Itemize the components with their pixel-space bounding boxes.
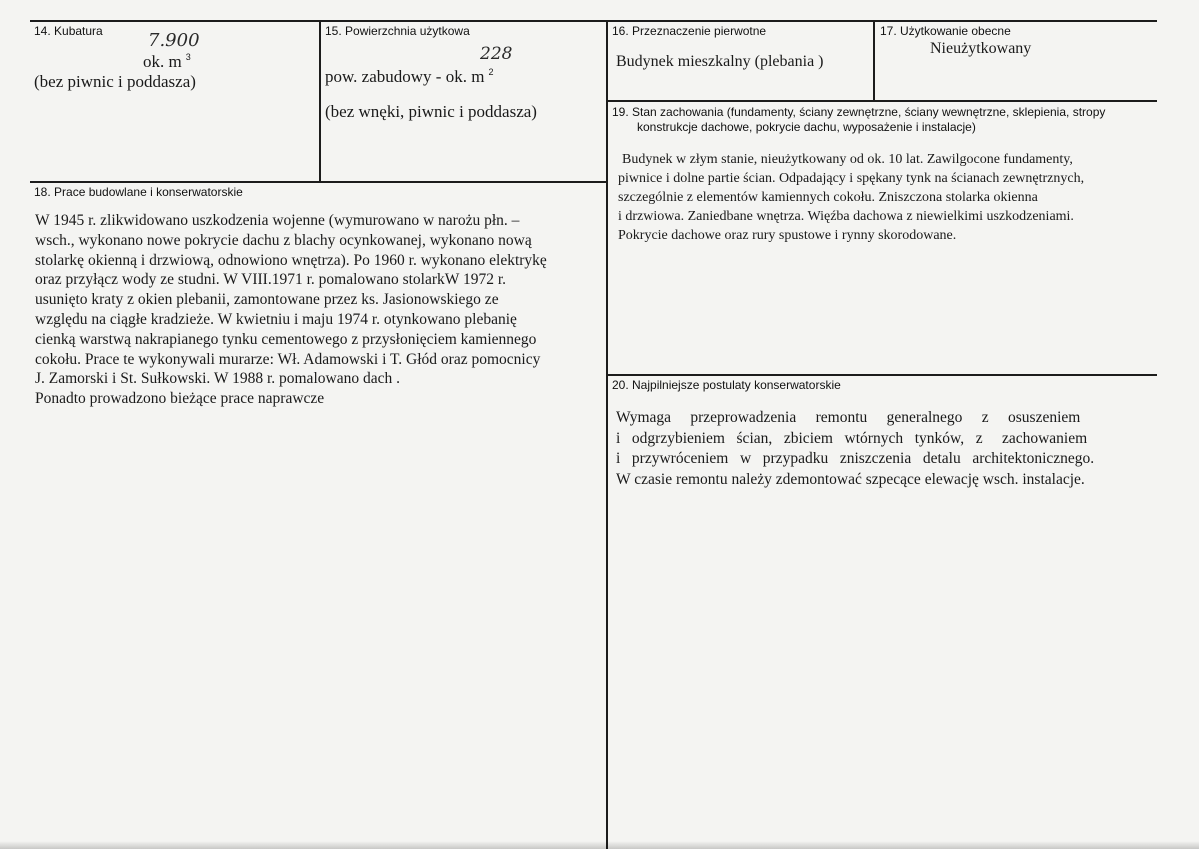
box20-line: i odgrzybieniem ścian, zbiciem wtórnych tynków, z zachowaniem xyxy=(616,429,1088,447)
box19-header-line2: konstrukcje dachowe, pokrycie dachu, wyposażenie i instalacje) xyxy=(637,120,976,134)
box19-line: Pokrycie dachowe oraz rury spustowe i rynny skorodowane. xyxy=(618,228,957,243)
box20-line: i przywróceniem w przypadku zniszczenia detalu architektonicznego. xyxy=(616,450,1095,467)
box18-line: J. Zamorski i St. Sułkowski. W 1988 r. pomalowano dach . xyxy=(35,370,400,388)
box15-header: 15. Powierzchnia użytkowa xyxy=(325,24,470,38)
box19-line: szczególnie z elementów kamiennych cokołu. Zniszczona stolarka okienna xyxy=(618,190,1038,205)
box17-value: Nieużytkowany xyxy=(930,40,1032,57)
box18-line: usunięto kraty z okien plebanii, zamontowane przez ks. Jasionowskiego ze xyxy=(35,291,499,309)
box18-line: cokołu. Prace te wykonywali murarze: Wł. Adamowski i T. Głód oraz pomocnicy xyxy=(35,350,541,368)
box16-value: Budynek mieszkalny (plebania ) xyxy=(616,53,824,70)
box18-line: wsch., wykonano nowe pokrycie dachu z blachy ocynkowanej, wykonano nową xyxy=(35,231,532,249)
box19-line: Budynek w złym stanie, nieużytkowany od ok. 10 lat. Zawilgocone fundamenty, xyxy=(622,152,1073,167)
box18-line: oraz przyłącz wody ze studni. W VIII.1971 r. pomalowano stolarkW 1972 r. xyxy=(35,271,507,289)
box20-text xyxy=(616,408,1154,490)
box19-line: i drzwiowa. Zaniedbane wnętrza. Więźba dachowa z niewielkimi uszkodzeniami. xyxy=(618,209,1074,224)
box20-line: W czasie remontu należy zdemontować szpecące elewację wsch. instalacje. xyxy=(616,470,1085,488)
box18-header: 18. Prace budowlane i konserwatorskie xyxy=(34,185,243,199)
box14-header: 14. Kubatura xyxy=(34,24,103,38)
box16-header: 16. Przeznaczenie pierwotne xyxy=(612,24,767,38)
box18-text xyxy=(35,211,601,409)
top-border xyxy=(30,20,1157,22)
box18-line: W 1945 r. zlikwidowano uszkodzenia wojenne (wymurowano w narożu płn. – xyxy=(35,212,520,229)
box15-note: (bez wnęki, piwnic i poddasza) xyxy=(325,102,537,121)
divider-main-vertical xyxy=(606,20,608,849)
box20-line: Wymaga przeprowadzenia remontu generalnego z osuszeniem xyxy=(616,409,1081,426)
box19-line: piwnice i dolne partie ścian. Odpadający i spękany tynk na ścianach zewnętrznych, xyxy=(618,171,1085,186)
box14-value-text: ok. m xyxy=(143,52,182,71)
row-divider-20 xyxy=(606,374,1157,376)
box18-line: względu na ciągłe kradzieże. W kwietniu i maju 1974 r. otynkowano plebanię xyxy=(35,310,517,328)
box20-header: 20. Najpilniejsze postulaty konserwatorskie xyxy=(612,378,841,392)
box19-text xyxy=(618,150,1153,245)
box14-handwritten-volume: 7.900 xyxy=(148,30,200,51)
box14-note: (bez piwnic i poddasza) xyxy=(34,72,196,91)
box15-value-text: pow. zabudowy - ok. m xyxy=(325,67,485,86)
box15-handwritten-area: 228 xyxy=(480,44,513,64)
box18-line: Ponadto prowadzono bieżące prace naprawcze xyxy=(35,390,325,408)
box14-unit-sup: 3 xyxy=(185,52,191,62)
divider-14-15 xyxy=(319,20,321,182)
box18-line: cienką warstwą nakrapianego tynku cementowego z przysłonięciem kamiennego xyxy=(35,330,537,348)
box17-header: 17. Użytkowanie obecne xyxy=(880,24,1011,38)
scan-edge-shadow xyxy=(0,841,1199,849)
box15-unit-sup: 2 xyxy=(488,67,494,77)
box19-header-line1: 19. Stan zachowania (fundamenty, ściany zewnętrzne, ściany wewnętrzne, sklepienia, stropy xyxy=(612,105,1106,119)
row-divider-19 xyxy=(606,100,1157,102)
box18-line: stolarkę okienną i drzwiową, odnowiono wnętrza). Po 1960 r. wykonano elektrykę xyxy=(35,251,547,269)
row-divider-left xyxy=(30,181,607,183)
box14-value xyxy=(143,52,191,72)
divider-16-17 xyxy=(873,20,875,101)
box15-value xyxy=(325,67,493,87)
